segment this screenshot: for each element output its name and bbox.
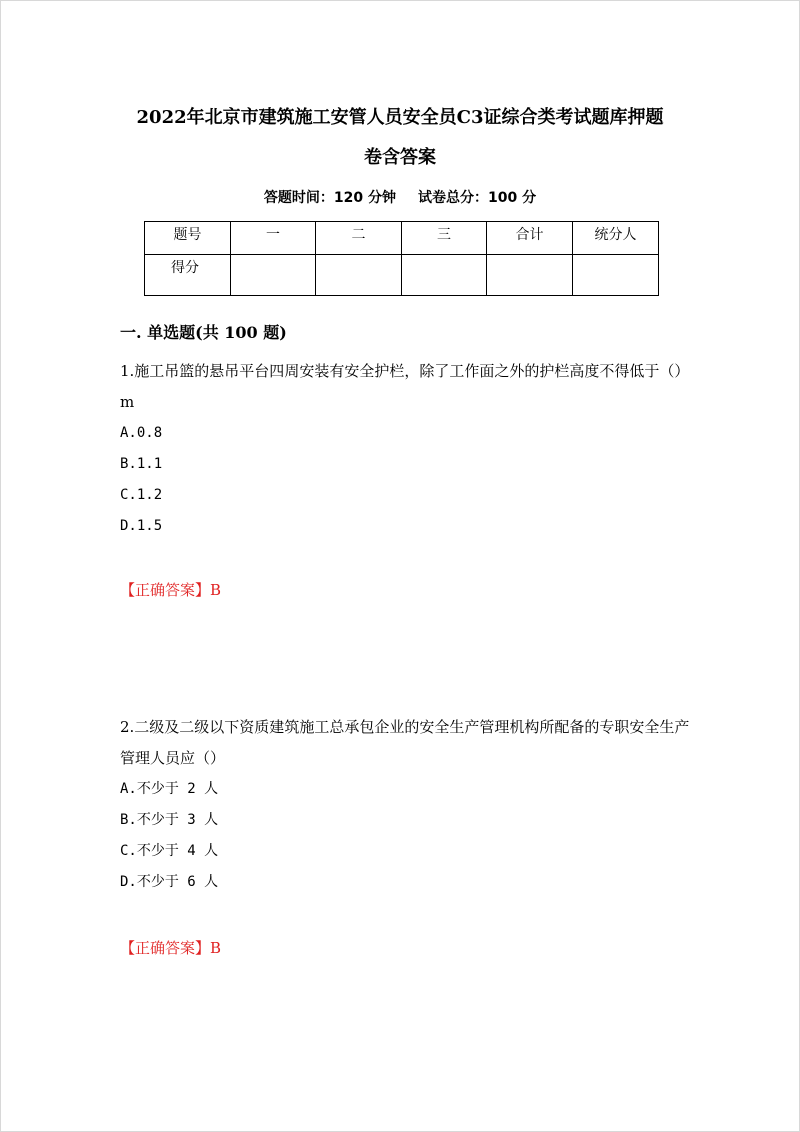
- question-text: 2.二级及二级以下资质建筑施工总承包企业的安全生产管理机构所配备的专职安全生产管理人员应（）: [120, 718, 690, 767]
- score-cell: [487, 255, 573, 296]
- score-cell: [402, 255, 487, 296]
- option-d: D.1.5: [120, 518, 163, 534]
- correct-answer-2: 【正确答案】B: [120, 939, 222, 957]
- option-a: A.0.8: [120, 425, 163, 441]
- option-b: B.1.1: [120, 456, 163, 472]
- score-table-header-cell: 三: [402, 222, 487, 255]
- section-title: 一. 单选题(共 100 题): [120, 323, 287, 342]
- score-cell: [231, 255, 316, 296]
- exam-total-score: 试卷总分：100 分: [418, 190, 537, 206]
- document-title-line-1: 2022年北京市建筑施工安管人员安全员C3证综合类考试题库押题: [136, 107, 664, 128]
- score-row-label: 得分: [145, 255, 231, 296]
- exam-meta: [80, 188, 720, 208]
- score-table-score-row: [145, 255, 659, 296]
- score-cell: [316, 255, 402, 296]
- question-2: [120, 712, 690, 898]
- option-b: B.不少于 3 人: [120, 812, 219, 828]
- option-d: D.不少于 6 人: [120, 874, 219, 890]
- score-table-header-cell: 一: [231, 222, 316, 255]
- option-a: A.不少于 2 人: [120, 781, 219, 797]
- score-table-header-cell: 统分人: [573, 222, 659, 255]
- score-table: [144, 221, 659, 296]
- score-table-header-cell: 二: [316, 222, 402, 255]
- score-table-header-row: [145, 222, 659, 255]
- question-text: 1.施工吊篮的悬吊平台四周安装有安全护栏，除了工作面之外的护栏高度不得低于（）m: [120, 362, 690, 411]
- correct-answer-1: 【正确答案】B: [120, 581, 222, 599]
- option-c: C.不少于 4 人: [120, 843, 219, 859]
- document-title-line-2: 卷含答案: [364, 147, 436, 168]
- score-table-header-cell: 题号: [145, 222, 231, 255]
- question-1: [120, 356, 690, 542]
- option-c: C.1.2: [120, 487, 163, 503]
- exam-time: 答题时间：120 分钟: [263, 190, 396, 206]
- score-table-header-cell: 合计: [487, 222, 573, 255]
- score-cell: [573, 255, 659, 296]
